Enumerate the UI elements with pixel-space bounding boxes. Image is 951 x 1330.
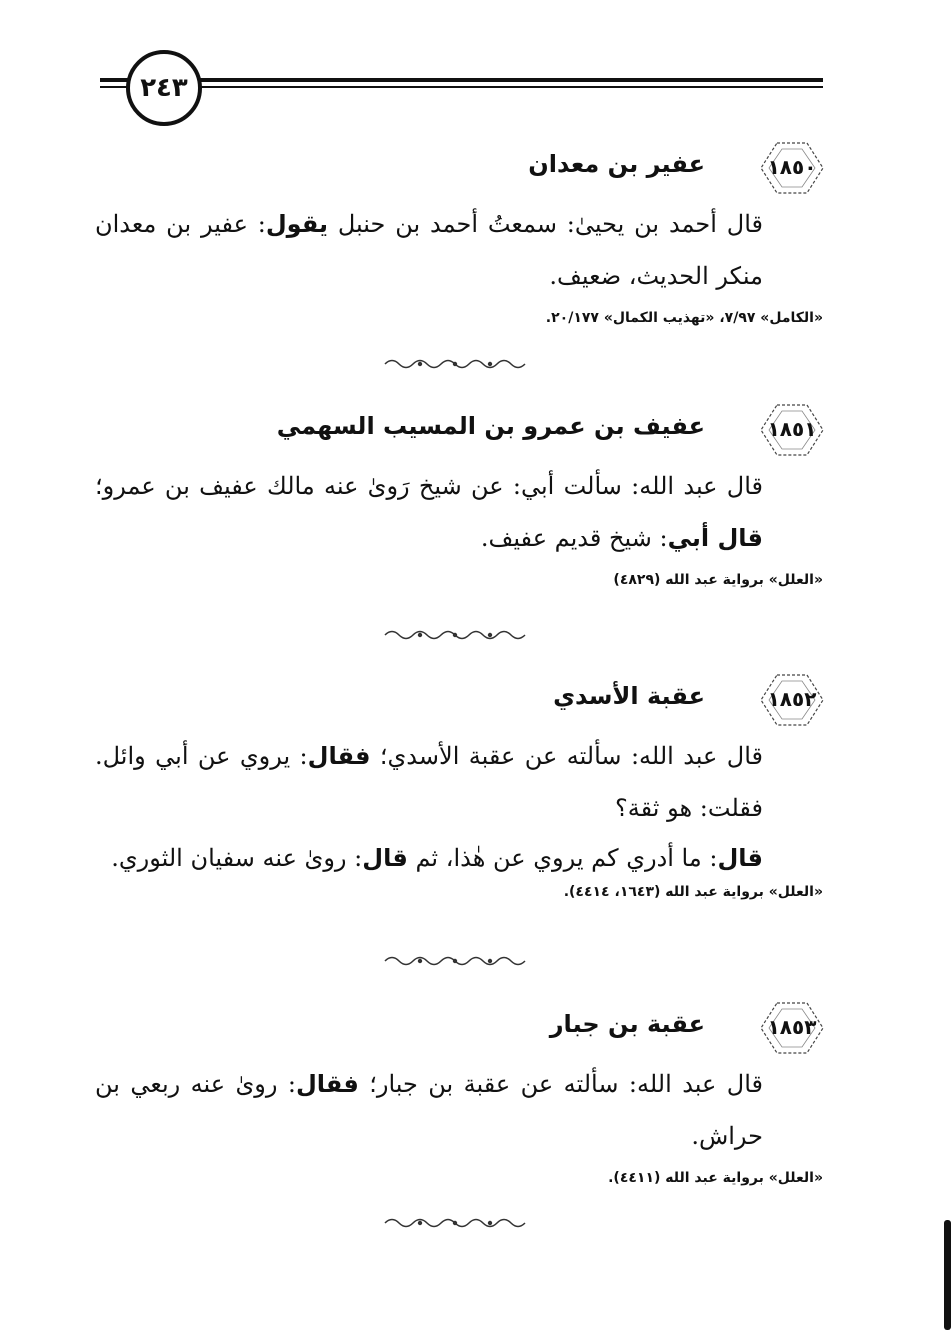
entry-text: قال عبد الله: سألته عن عقبة بن جبار؛ فقال: روىٰ عنه ربعي بن حراش. xyxy=(95,1070,763,1150)
entry-text: قال: ما أدري كم يروي عن هٰذا، ثم قال: روىٰ عنه سفيان الثوري. xyxy=(111,844,763,872)
page-number: ٢٤٣ xyxy=(126,50,202,126)
entry-number-medallion: ١٨٥٠ xyxy=(757,140,827,196)
citation: «العلل» برواية عبد الله (١٦٤٣، ٤٤١٤). xyxy=(563,884,823,900)
entry-title: عفيف بن عمرو بن المسيب السهمي xyxy=(276,412,705,440)
citation: «العلل» برواية عبد الله (٤٤١١). xyxy=(608,1170,823,1186)
entry-text: قال أحمد بن يحيىٰ: سمعتُ أحمد بن حنبل يقول: عفير بن معدان منكر الحديث، ضعيف. xyxy=(95,210,763,290)
entry-title: عفير بن معدان xyxy=(528,150,705,178)
separator-ornament xyxy=(380,357,530,371)
entry-number-medallion: ١٨٥٣ xyxy=(757,1000,827,1056)
entry-text: قال عبد الله: سألت أبي: عن شيخ رَوىٰ عنه مالك عفيف بن عمرو؛ قال أبي: شيخ قديم عفيف. xyxy=(95,472,763,552)
scan-edge-mark xyxy=(944,1220,951,1330)
entry-1853 xyxy=(95,1000,823,1186)
entry-number-medallion: ١٨٥٢ xyxy=(757,672,827,728)
entry-1852 xyxy=(95,672,823,900)
entry-text: قال عبد الله: سألته عن عقبة الأسدي؛ فقال: يروي عن أبي وائل. فقلت: هو ثقة؟ xyxy=(95,742,763,822)
header-rule xyxy=(100,78,823,94)
entry-1850 xyxy=(95,140,823,326)
entry-1851 xyxy=(95,402,823,588)
entry-title: عقبة بن جبار xyxy=(549,1010,705,1038)
citation: «العلل» برواية عبد الله (٤٨٢٩) xyxy=(613,572,823,588)
entry-title: عقبة الأسدي xyxy=(553,682,705,710)
separator-ornament xyxy=(380,1216,530,1230)
separator-ornament xyxy=(380,954,530,968)
citation: «الكامل» ٧/٩٧، «تهذيب الكمال» ٢٠/١٧٧. xyxy=(545,310,823,326)
entry-number-medallion: ١٨٥١ xyxy=(757,402,827,458)
separator-ornament xyxy=(380,628,530,642)
